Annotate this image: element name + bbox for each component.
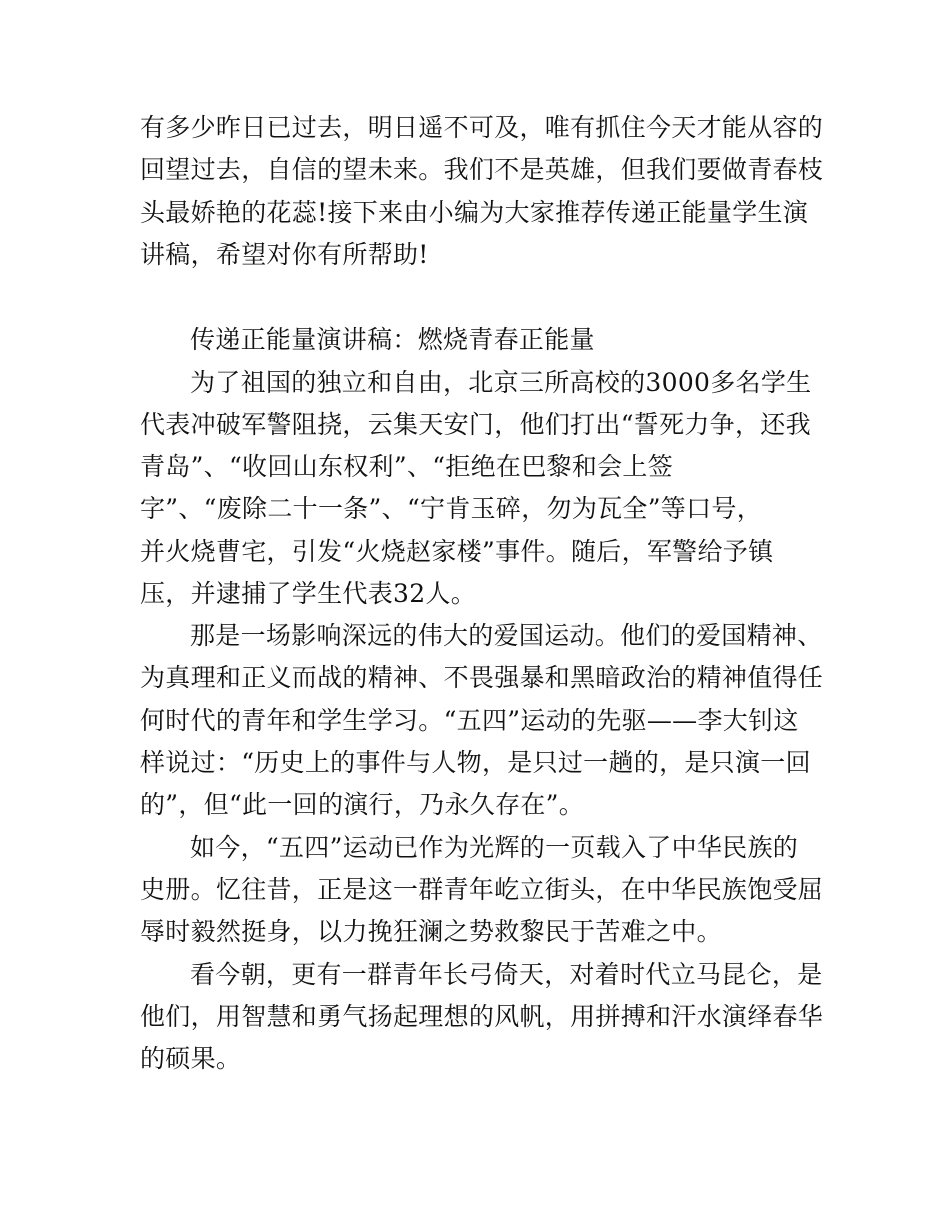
paragraph1-line-4: 字”、“废除二十一条”、“宁肯玉碎，勿为瓦全”等口号， [140, 494, 763, 523]
intro-line-3: 头最娇艳的花蕊!接下来由小编为大家推荐传递正能量学生演 [140, 198, 809, 227]
paragraph4-line-3: 的硕果。 [140, 1044, 242, 1073]
intro-line-2: 回望过去，自信的望未来。我们不是英雄，但我们要做青春枝 [140, 155, 824, 184]
section-heading: 传递正能量演讲稿：燃烧青春正能量 [190, 325, 595, 354]
paragraph2-line-4: 样说过：“历史上的事件与人物，是只过一趟的，是只演一回 [140, 748, 811, 777]
intro-line-4: 讲稿，希望对你有所帮助! [140, 240, 429, 269]
paragraph3-line-3: 辱时毅然挺身，以力挽狂澜之势救黎民于苦难之中。 [140, 917, 722, 946]
paragraph2-line-5: 的”，但“此一回的演行，乃永久存在”。 [140, 790, 585, 819]
paragraph3-line-2: 史册。忆往昔，正是这一群青年屹立街头，在中华民族饱受屈 [140, 875, 824, 904]
paragraph1-line-1: 为了祖国的独立和自由，北京三所高校的3000多名学生 [190, 368, 812, 397]
paragraph1-line-3: 青岛”、“收回山东权利”、“拒绝在巴黎和会上签 [140, 452, 674, 481]
intro-line-1: 有多少昨日已过去，明日遥不可及，唯有抓住今天才能从容的 [140, 113, 824, 142]
paragraph4-line-2: 他们，用智慧和勇气扬起理想的风帆，用拼搏和汗水演绎春华 [140, 1002, 824, 1031]
paragraph3-line-1: 如今，“五四”运动已作为光辉的一页载入了中华民族的 [190, 833, 799, 862]
paragraph4-line-1: 看今朝，更有一群青年长弓倚天，对着时代立马昆仑，是 [190, 960, 823, 989]
paragraph1-line-2: 代表冲破军警阻挠，云集天安门，他们打出“誓死力争，还我 [140, 410, 811, 439]
paragraph2-line-1: 那是一场影响深远的伟大的爱国运动。他们的爱国精神、 [190, 621, 823, 650]
paragraph1-line-6: 压，并逮捕了学生代表32人。 [140, 579, 477, 608]
paragraph1-line-5: 并火烧曹宅，引发“火烧赵家楼”事件。随后，军警给予镇 [140, 537, 774, 566]
paragraph2-line-3: 何时代的青年和学生学习。“五四”运动的先驱——李大钊这 [140, 706, 799, 735]
paragraph2-line-2: 为真理和正义而战的精神、不畏强暴和黑暗政治的精神值得任 [140, 663, 824, 692]
